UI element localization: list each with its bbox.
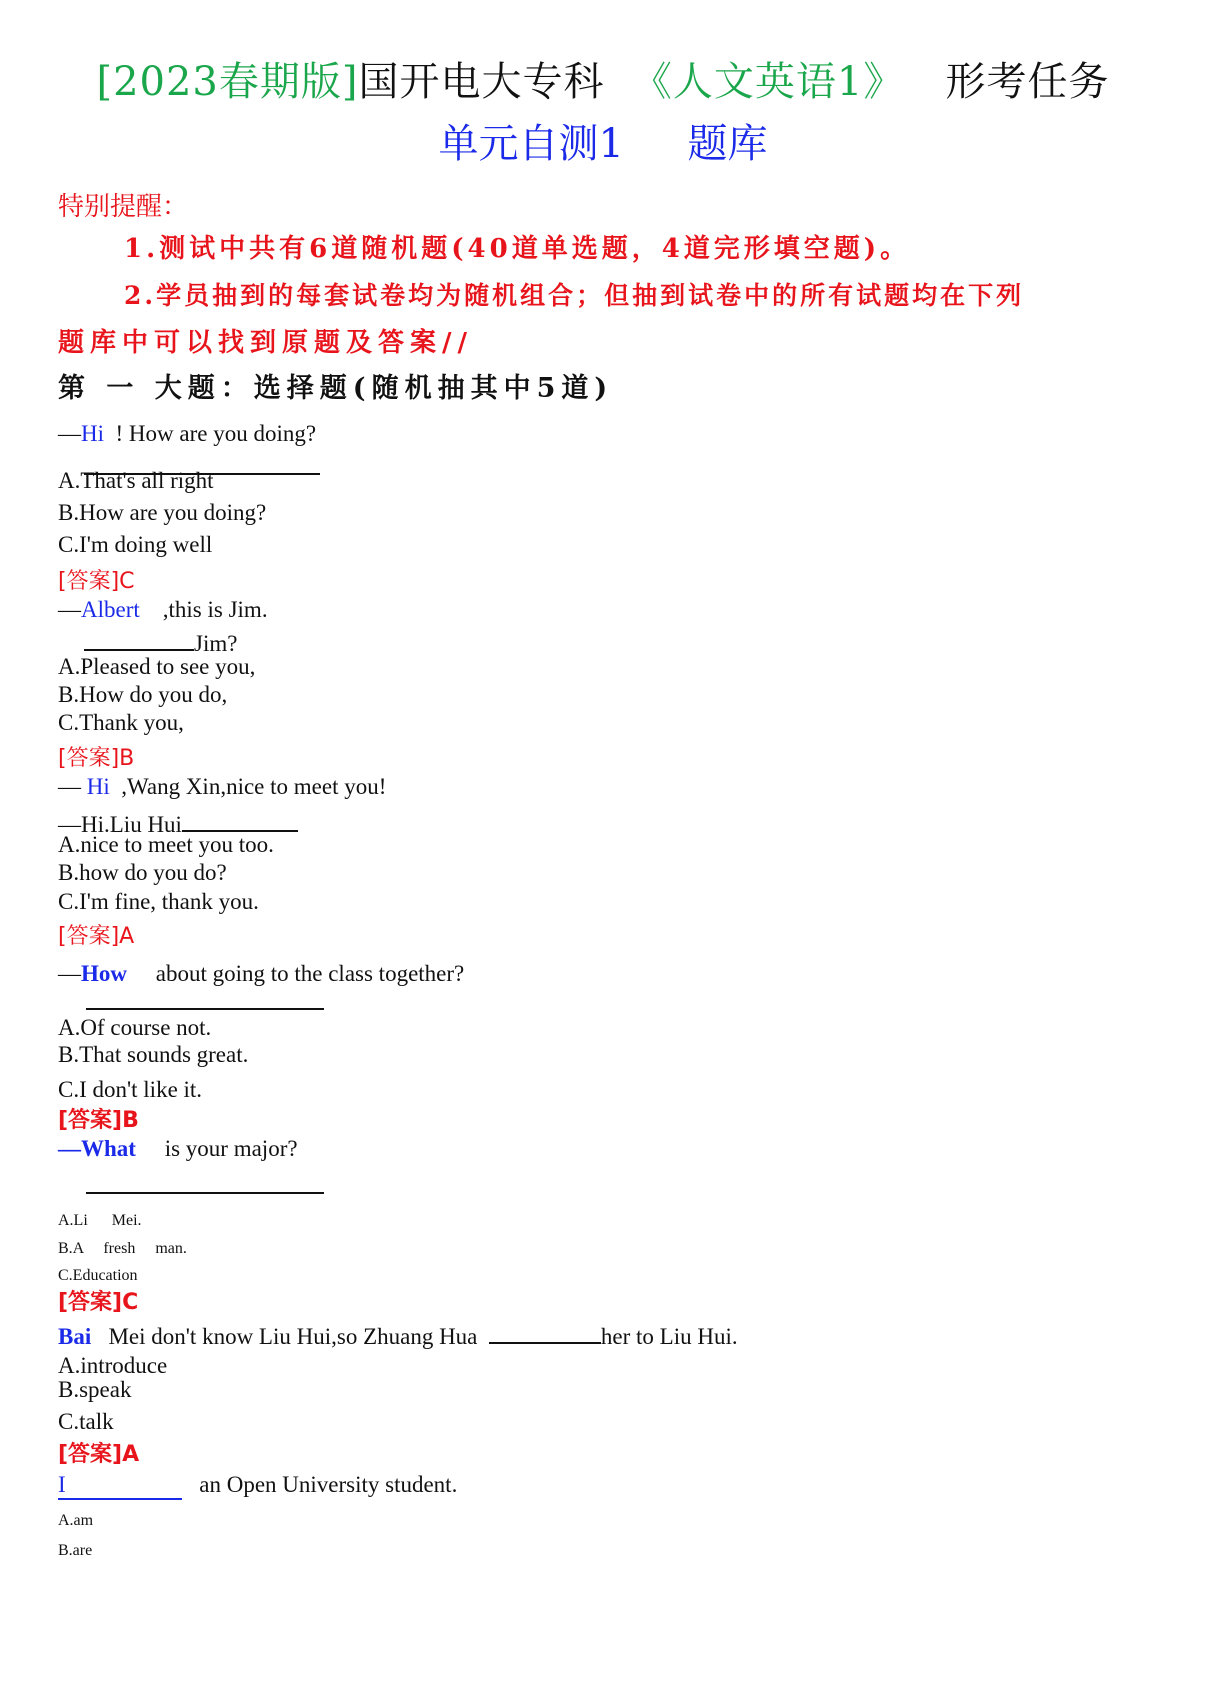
question-2-option-c: C.Thank you, [58,710,184,735]
question-6-option-a: A.introduce [58,1353,168,1378]
question-4-option-a: A.Of course not. [58,1015,212,1040]
question-6-highlight: Bai [58,1324,92,1349]
reply-text: Jim? [194,631,238,656]
page-title [0,50,1206,107]
question-1-highlight: Hi [81,421,104,446]
question-3-option-b: B.how do you do? [58,860,227,885]
answer-blank [86,1192,324,1194]
question-7-prompt [58,1472,457,1500]
dash: — [58,421,81,446]
question-1-answer: [答案]C [58,569,135,594]
dash: — [58,1136,81,1161]
question-4-highlight: How [81,961,127,986]
question-6-text-after: her to Liu Hui. [600,1324,738,1349]
question-6-option-c: C.talk [58,1409,114,1434]
question-1-option-b: B.How are you doing? [58,500,267,525]
question-1-option-c: C.I'm doing well [58,532,213,557]
question-5-option-c: C.Education [58,1267,138,1284]
subtitle-unit: 单元自测1 [438,121,624,167]
question-4-text: about going to the class together? [155,961,465,986]
question-7-highlight: I [58,1472,182,1500]
strike-line [84,473,320,475]
dash: — [58,961,81,986]
question-5-highlight: What [81,1136,136,1161]
question-3-answer: [答案]A [58,924,135,949]
dash: — [58,774,81,799]
question-1-option-a: A.That's all right [58,468,214,493]
question-5-prompt [58,1136,298,1162]
notice-heading: 特别提醒： [58,192,189,222]
question-4-option-c: C.I don't like it. [58,1077,203,1102]
question-3-option-a: A.nice to meet you too. [58,832,274,857]
question-6-option-b: B.speak [58,1377,132,1402]
question-1-text: ! How are you doing? [115,421,317,446]
question-2-option-b: B.How do you do, [58,682,228,707]
question-6-answer: [答案]A [58,1442,140,1467]
notice-item-2-line-2: 题库中可以找到原题及答案// [58,328,473,358]
question-1-prompt [58,421,316,447]
title-prefix: [2023春期版] [96,59,359,105]
reply-text: —Hi.Liu Hui [58,812,182,837]
answer-blank [84,626,194,651]
question-2-text: ,this is Jim. [162,597,268,622]
notice-item-2-line-1: 2.学员抽到的每套试卷均为随机组合；但抽到试卷中的所有试题均在下列 [124,281,1025,310]
question-5-option-b: B.A fresh man. [58,1240,187,1257]
question-2-option-a: A.Pleased to see you, [58,654,256,679]
question-5-answer: [答案]C [58,1290,139,1315]
question-4-prompt [58,961,464,987]
page-subtitle [0,112,1206,169]
question-3-prompt [58,774,386,800]
question-2-highlight: Albert [81,597,140,622]
answer-blank [489,1319,601,1344]
question-5-option-a: A.Li Mei. [58,1212,142,1229]
title-main: 国开电大专科 [358,59,605,105]
question-2-answer: [答案]B [58,746,135,771]
question-6-prompt [58,1319,738,1350]
notice-item-1: 1.测试中共有6道随机题(40道单选题，4道完形填空题)。 [124,234,911,264]
question-7-option-a: A.am [58,1512,94,1529]
question-5-text: is your major? [164,1136,298,1161]
question-3-text: ,Wang Xin,nice to meet you! [121,774,387,799]
dash: — [58,597,81,622]
question-3-highlight: Hi [86,774,110,799]
question-7-option-b: B.are [58,1542,93,1559]
subtitle-bank: 题库 [687,121,768,167]
question-3-option-c: C.I'm fine, thank you. [58,889,259,914]
answer-blank [86,1008,324,1010]
question-4-option-b: B.That sounds great. [58,1042,249,1067]
question-7-text: an Open University student. [199,1472,458,1497]
title-suffix: 形考任务 [945,59,1110,105]
question-6-text: Mei don't know Liu Hui,so Zhuang Hua [108,1324,478,1349]
answer-blank [182,807,298,832]
title-course: 《人文英语1》 [631,59,905,105]
section-title: 第 一 大题：选择题(随机抽其中5道) [58,373,614,404]
question-2-reply [84,626,237,657]
question-4-answer: [答案]B [58,1108,139,1133]
question-2-prompt [58,597,268,623]
